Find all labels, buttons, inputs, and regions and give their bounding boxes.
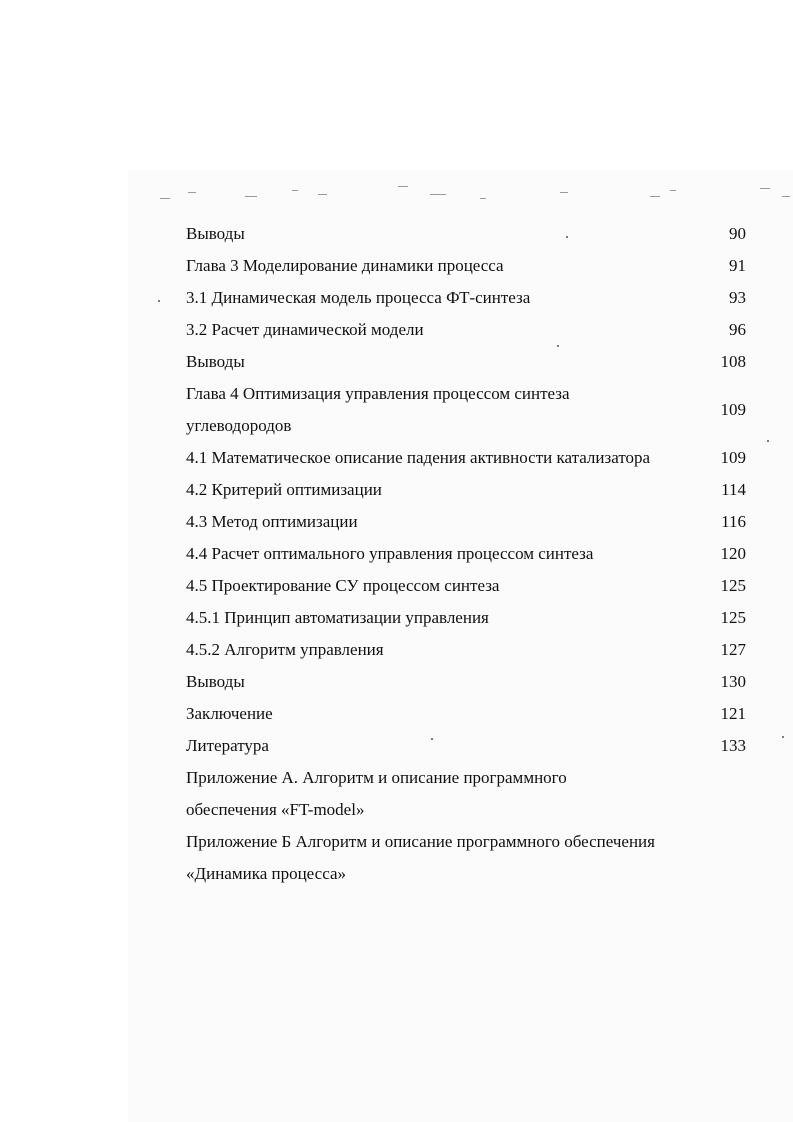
toc-entry-page <box>706 826 746 890</box>
toc-entry <box>186 442 746 474</box>
toc-entry <box>186 378 746 442</box>
toc-entry-page: 96 <box>729 320 746 339</box>
toc-entry-page: 93 <box>729 288 746 307</box>
scan-dash <box>430 194 446 195</box>
toc-entry-title: Литература <box>186 736 269 755</box>
toc-entry-title: Выводы <box>186 224 245 243</box>
toc-entry-page: 125 <box>720 576 746 595</box>
toc-entry-title: Выводы <box>186 672 245 691</box>
scan-dash <box>188 192 196 193</box>
scan-speck <box>158 300 160 302</box>
toc-entry-page: 108 <box>720 352 746 371</box>
toc-entry-title: Глава 4 Оптимизация управления процессом синтеза углеводородов <box>186 384 570 435</box>
table-of-contents <box>186 218 746 890</box>
toc-entry-title: 4.5 Проектирование СУ процессом синтеза <box>186 576 500 595</box>
toc-entry-page: 125 <box>720 608 746 627</box>
toc-entry-title: 3.1 Динамическая модель процесса ФТ-синтеза <box>186 288 531 307</box>
toc-entry <box>186 282 746 314</box>
scan-dash <box>480 198 486 199</box>
toc-entry-page: 127 <box>720 640 746 659</box>
scan-speck <box>782 736 784 738</box>
toc-entry-title: Приложение Б Алгоритм и описание программного обеспечения «Динамика процесса» <box>186 832 655 883</box>
toc-entry <box>186 474 746 506</box>
scan-dash <box>398 186 408 187</box>
toc-entry-title: 4.4 Расчет оптимального управления процессом синтеза <box>186 544 594 563</box>
toc-entry-page: 130 <box>720 672 746 691</box>
toc-entry <box>186 666 746 698</box>
toc-entry-title: Выводы <box>186 352 245 371</box>
toc-entry <box>186 602 746 634</box>
toc-entry <box>186 250 746 282</box>
toc-entry-title: Приложение А. Алгоритм и описание программного обеспечения «FT-model» <box>186 768 567 819</box>
scan-dash <box>560 192 568 193</box>
toc-entry-page: 133 <box>720 736 746 755</box>
toc-entry <box>186 634 746 666</box>
toc-entry <box>186 314 746 346</box>
toc-entry-page: 91 <box>729 256 746 275</box>
toc-entry-title: 4.2 Критерий оптимизации <box>186 480 382 499</box>
toc-entry-title: 4.5.1 Принцип автоматизации управления <box>186 608 489 627</box>
toc-entry-page: 114 <box>721 480 746 499</box>
scan-dash <box>650 196 660 197</box>
scan-dash <box>760 188 770 189</box>
scan-dash <box>782 196 790 197</box>
toc-entry <box>186 698 746 730</box>
toc-entry <box>186 826 746 890</box>
toc-entry-page: 121 <box>720 704 746 723</box>
toc-entry-title: 4.3 Метод оптимизации <box>186 512 358 531</box>
toc-entry-page: 90 <box>729 224 746 243</box>
scan-artifact-dash-line <box>150 186 793 206</box>
toc-entry-title: Глава 3 Моделирование динамики процесса <box>186 256 504 275</box>
scan-dash <box>245 196 257 197</box>
toc-entry-page <box>706 762 746 826</box>
toc-entry-title: Заключение <box>186 704 273 723</box>
toc-entry <box>186 218 746 250</box>
toc-entry <box>186 730 746 762</box>
toc-entry <box>186 506 746 538</box>
toc-entry-title: 3.2 Расчет динамической модели <box>186 320 424 339</box>
scan-dash <box>318 194 327 195</box>
toc-entry-title: 4.1 Математическое описание падения активности катализатора <box>186 448 651 467</box>
toc-entry-page: 120 <box>720 544 746 563</box>
scan-dash <box>670 190 676 191</box>
scan-dash <box>292 190 298 191</box>
toc-entry-page: 109 <box>720 400 746 419</box>
toc-entry-page: 116 <box>721 512 746 531</box>
toc-entry-title: 4.5.2 Алгоритм управления <box>186 640 384 659</box>
scan-speck <box>767 440 769 442</box>
toc-entry <box>186 538 746 570</box>
toc-entry <box>186 346 746 378</box>
toc-entry <box>186 570 746 602</box>
toc-entry-page: 109 <box>720 448 746 467</box>
toc-entry <box>186 762 746 826</box>
scan-dash <box>160 198 170 199</box>
